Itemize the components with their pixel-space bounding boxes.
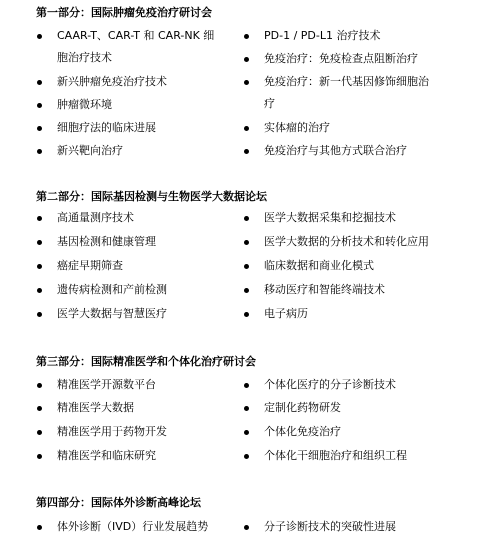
list-item-text: 基因检测和健康管理 <box>57 235 156 248</box>
bullet-icon <box>244 216 249 221</box>
list-item-text: 精准医学开源数平台 <box>57 378 156 391</box>
list-item-text: 分子诊断技术的突破性进展 <box>264 520 396 533</box>
bullet-icon <box>244 288 249 293</box>
list-item-text-continued: 疗 <box>264 97 275 110</box>
bullet-icon <box>244 126 249 131</box>
bullet-icon <box>37 288 42 293</box>
list-item-text: 医学大数据与智慧医疗 <box>57 307 167 320</box>
bullet-icon <box>37 240 42 245</box>
list-item-text: 精准医学和临床研究 <box>57 449 156 462</box>
list-item-text: 新兴靶向治疗 <box>57 144 123 157</box>
bullet-icon <box>37 525 42 530</box>
list-item-text: 实体瘤的治疗 <box>264 121 330 134</box>
list-item-text: 免疫治疗：免疫检查点阻断治疗 <box>264 52 418 65</box>
bullet-icon <box>37 312 42 317</box>
bullet-icon <box>37 454 42 459</box>
list-item-text: 个体化免疫治疗 <box>264 425 341 438</box>
list-item-text: 免疫治疗：新一代基因修饰细胞治 <box>264 75 429 88</box>
section-title: 第一部分：国际肿瘤免疫治疗研讨会 <box>36 6 212 19</box>
list-item-text: 医学大数据的分析技术和转化应用 <box>264 235 429 248</box>
list-item-text: 电子病历 <box>264 307 308 320</box>
list-item-text: 癌症早期筛查 <box>57 259 123 272</box>
bullet-icon <box>244 406 249 411</box>
list-item-text: 新兴肿瘤免疫治疗技术 <box>57 75 167 88</box>
bullet-icon <box>244 525 249 530</box>
bullet-icon <box>244 264 249 269</box>
bullet-icon <box>37 406 42 411</box>
list-item-text-continued: 胞治疗技术 <box>57 51 112 64</box>
list-item-text: 肿瘤微环境 <box>57 98 112 111</box>
bullet-icon <box>37 126 42 131</box>
bullet-icon <box>37 264 42 269</box>
list-item-text: 遗传病检测和产前检测 <box>57 283 167 296</box>
bullet-icon <box>37 80 42 85</box>
bullet-icon <box>244 383 249 388</box>
list-item-text: 精准医学大数据 <box>57 401 134 414</box>
bullet-icon <box>244 240 249 245</box>
list-item-text: 临床数据和商业化模式 <box>264 259 374 272</box>
section-title: 第二部分：国际基因检测与生物医学大数据论坛 <box>36 190 267 203</box>
bullet-icon <box>37 34 42 39</box>
list-item-text: CAAR-T、CAR-T 和 CAR-NK 细 <box>57 29 215 42</box>
bullet-icon <box>244 312 249 317</box>
list-item-text: 免疫治疗与其他方式联合治疗 <box>264 144 407 157</box>
list-item-text: 个体化干细胞治疗和组织工程 <box>264 449 407 462</box>
list-item-text: 定制化药物研发 <box>264 401 341 414</box>
list-item-text: 医学大数据采集和挖掘技术 <box>264 211 396 224</box>
section-title: 第四部分：国际体外诊断高峰论坛 <box>36 496 201 509</box>
bullet-icon <box>244 80 249 85</box>
bullet-icon <box>37 103 42 108</box>
bullet-icon <box>37 216 42 221</box>
bullet-icon <box>244 57 249 62</box>
bullet-icon <box>244 34 249 39</box>
bullet-icon <box>37 430 42 435</box>
bullet-icon <box>244 454 249 459</box>
section-title: 第三部分：国际精准医学和个体化治疗研讨会 <box>36 355 256 368</box>
bullet-icon <box>37 383 42 388</box>
list-item-text: PD-1 / PD-L1 治疗技术 <box>264 29 381 42</box>
bullet-icon <box>244 149 249 154</box>
list-item-text: 精准医学用于药物开发 <box>57 425 167 438</box>
bullet-icon <box>244 430 249 435</box>
list-item-text: 移动医疗和智能终端技术 <box>264 283 385 296</box>
list-item-text: 细胞疗法的临床进展 <box>57 121 156 134</box>
list-item-text: 体外诊断（IVD）行业发展趋势 <box>57 520 209 533</box>
list-item-text: 高通量测序技术 <box>57 211 134 224</box>
bullet-icon <box>37 149 42 154</box>
list-item-text: 个体化医疗的分子诊断技术 <box>264 378 396 391</box>
